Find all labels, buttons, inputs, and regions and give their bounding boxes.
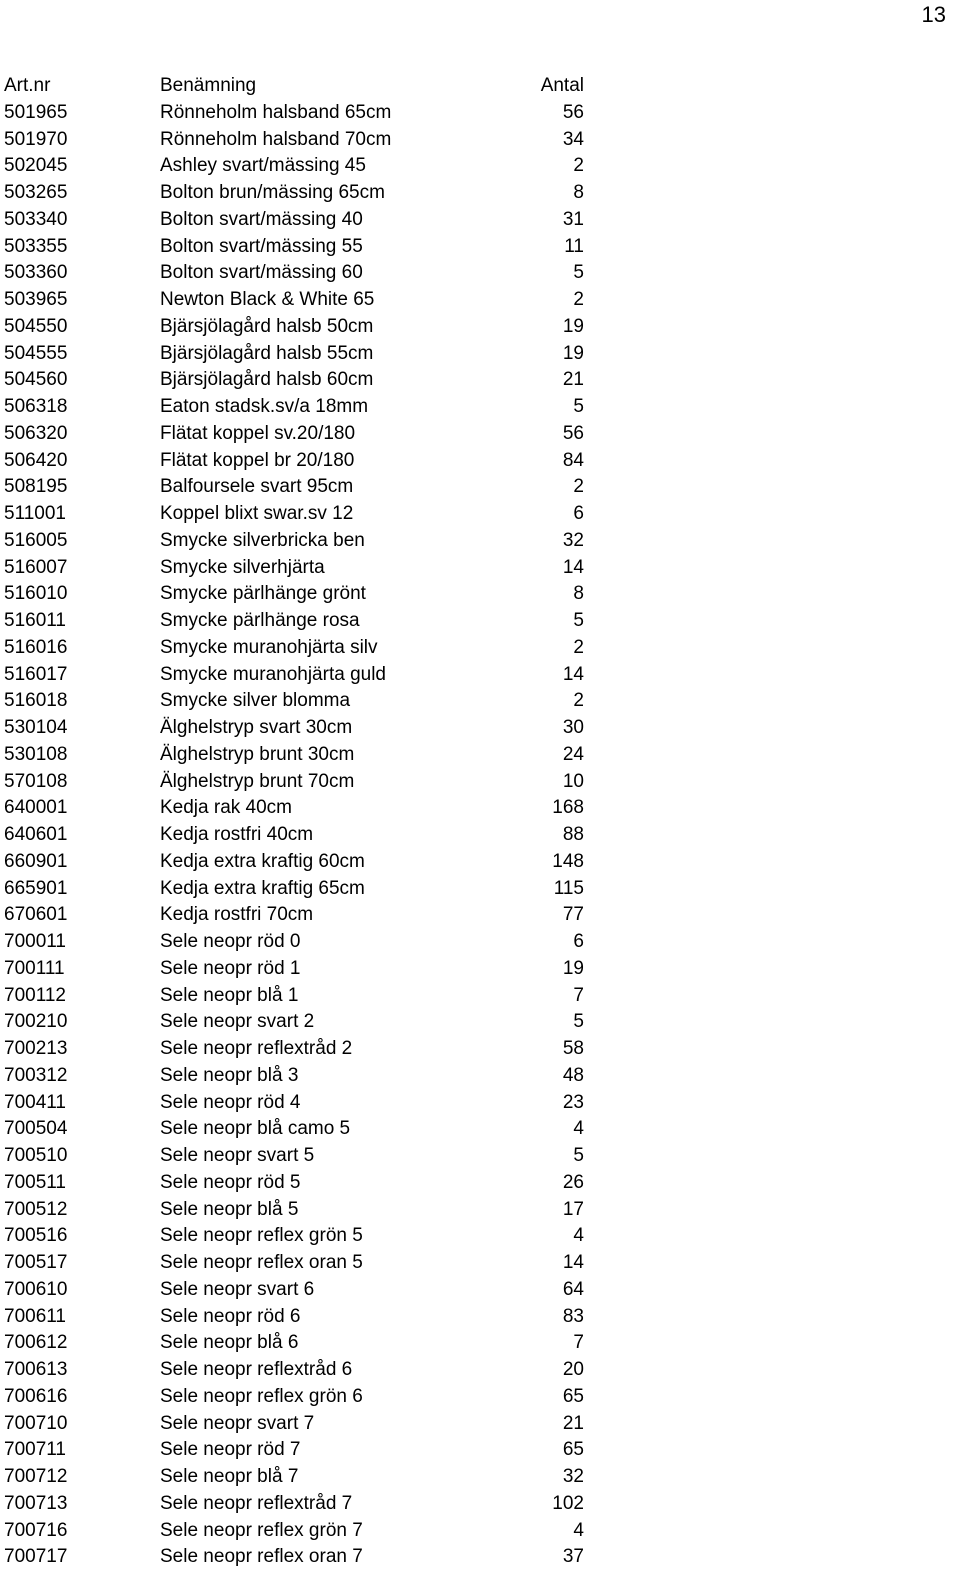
name-cell: Sele neopr reflextråd 7 bbox=[160, 1492, 353, 1514]
name-cell: Kedja extra kraftig 60cm bbox=[160, 850, 365, 872]
table-row bbox=[4, 421, 584, 448]
artnr-cell: 516011 bbox=[4, 610, 66, 631]
name-cell: Sele neopr blå 5 bbox=[160, 1198, 299, 1220]
table-row bbox=[4, 287, 584, 314]
qty-cell: 5 bbox=[573, 1011, 584, 1033]
artnr-cell: 700616 bbox=[4, 1385, 68, 1407]
artnr-cell: 670601 bbox=[4, 904, 68, 926]
name-cell: Bolton svart/mässing 55 bbox=[160, 235, 363, 257]
table-row bbox=[4, 501, 584, 528]
name-cell: Smycke muranohjärta silv bbox=[160, 636, 378, 658]
table-row bbox=[4, 1384, 584, 1411]
artnr-cell: 700517 bbox=[4, 1252, 68, 1273]
table-row bbox=[4, 688, 584, 715]
artnr-cell: 700716 bbox=[4, 1519, 68, 1541]
table-row bbox=[4, 394, 584, 421]
header-qty: Antal bbox=[540, 75, 584, 96]
artnr-cell: 700511 bbox=[4, 1171, 66, 1193]
artnr-cell: 700504 bbox=[4, 1118, 68, 1140]
artnr-cell: 700512 bbox=[4, 1198, 68, 1220]
artnr-cell: 503265 bbox=[4, 182, 68, 203]
qty-cell: 19 bbox=[562, 315, 584, 337]
table-row bbox=[4, 1518, 584, 1545]
artnr-cell: 506320 bbox=[4, 422, 68, 444]
qty-cell: 168 bbox=[552, 797, 584, 819]
qty-cell: 5 bbox=[573, 262, 584, 284]
table-row bbox=[4, 662, 584, 689]
qty-cell: 31 bbox=[562, 208, 584, 230]
header-name: Benämning bbox=[160, 75, 257, 96]
qty-cell: 26 bbox=[562, 1171, 584, 1193]
qty-cell: 24 bbox=[562, 743, 584, 765]
artnr-cell: 516007 bbox=[4, 556, 68, 578]
artnr-cell: 700710 bbox=[4, 1412, 68, 1434]
artnr-cell: 700713 bbox=[4, 1492, 68, 1514]
name-cell: Smycke silverhjärta bbox=[160, 556, 325, 578]
artnr-cell: 700510 bbox=[4, 1145, 68, 1166]
qty-cell: 5 bbox=[573, 1145, 584, 1166]
qty-cell: 34 bbox=[562, 128, 584, 150]
table-row bbox=[4, 1491, 584, 1518]
name-cell: Bolton svart/mässing 60 bbox=[160, 262, 363, 284]
table-row bbox=[4, 742, 584, 769]
table-row bbox=[4, 849, 584, 876]
table-row bbox=[4, 1357, 584, 1384]
name-cell: Sele neopr reflextråd 2 bbox=[160, 1038, 353, 1059]
name-cell: Sele neopr röd 0 bbox=[160, 931, 301, 952]
artnr-cell: 508195 bbox=[4, 476, 68, 498]
qty-cell: 4 bbox=[573, 1118, 584, 1140]
name-cell: Sele neopr reflex grön 6 bbox=[160, 1385, 363, 1407]
table-row bbox=[4, 1170, 584, 1197]
qty-cell: 65 bbox=[562, 1439, 584, 1461]
artnr-cell: 570108 bbox=[4, 770, 68, 792]
artnr-cell: 700611 bbox=[4, 1305, 66, 1327]
qty-cell: 7 bbox=[573, 1332, 584, 1354]
table-row bbox=[4, 929, 584, 956]
name-cell: Flätat koppel br 20/180 bbox=[160, 449, 355, 471]
table-row bbox=[4, 769, 584, 796]
artnr-cell: 516005 bbox=[4, 529, 68, 551]
qty-cell: 58 bbox=[562, 1038, 584, 1059]
qty-cell: 77 bbox=[562, 904, 584, 926]
artnr-cell: 503360 bbox=[4, 262, 68, 284]
name-cell: Sele neopr röd 7 bbox=[160, 1439, 301, 1461]
name-cell: Sele neopr röd 5 bbox=[160, 1171, 301, 1193]
table-row bbox=[4, 1223, 584, 1250]
qty-cell: 2 bbox=[573, 476, 584, 498]
table-row bbox=[4, 207, 584, 234]
table-row bbox=[4, 314, 584, 341]
table-row bbox=[4, 1197, 584, 1224]
table-row bbox=[4, 555, 584, 582]
name-cell: Sele neopr blå camo 5 bbox=[160, 1118, 351, 1140]
artnr-cell: 700011 bbox=[4, 931, 66, 952]
qty-cell: 21 bbox=[562, 369, 584, 391]
qty-cell: 56 bbox=[562, 422, 584, 444]
artnr-cell: 504555 bbox=[4, 342, 68, 364]
artnr-cell: 511001 bbox=[4, 503, 66, 524]
table-row bbox=[4, 1464, 584, 1491]
qty-cell: 88 bbox=[562, 824, 584, 845]
qty-cell: 2 bbox=[573, 690, 584, 712]
artnr-cell: 700612 bbox=[4, 1332, 68, 1354]
artnr-cell: 665901 bbox=[4, 877, 68, 899]
name-cell: Älghelstryp brunt 30cm bbox=[160, 743, 355, 765]
name-cell: Kedja rostfri 40cm bbox=[160, 824, 314, 845]
qty-cell: 4 bbox=[573, 1519, 584, 1541]
name-cell: Rönneholm halsband 65cm bbox=[160, 101, 392, 123]
artnr-cell: 516010 bbox=[4, 583, 68, 605]
artnr-cell: 503340 bbox=[4, 208, 68, 230]
qty-cell: 11 bbox=[564, 235, 584, 257]
inventory-table bbox=[4, 73, 584, 1571]
name-cell: Sele neopr blå 3 bbox=[160, 1064, 299, 1086]
artnr-cell: 700712 bbox=[4, 1466, 68, 1487]
name-cell: Smycke silverbricka ben bbox=[160, 529, 365, 551]
artnr-cell: 700111 bbox=[4, 957, 65, 979]
name-cell: Sele neopr svart 2 bbox=[160, 1011, 315, 1033]
name-cell: Sele neopr röd 1 bbox=[160, 957, 301, 979]
artnr-cell: 530104 bbox=[4, 717, 68, 738]
table-row bbox=[4, 1330, 584, 1357]
artnr-cell: 640001 bbox=[4, 797, 68, 819]
name-cell: Sele neopr svart 7 bbox=[160, 1412, 315, 1434]
qty-cell: 5 bbox=[573, 610, 584, 631]
qty-cell: 64 bbox=[562, 1278, 584, 1300]
name-cell: Sele neopr reflex grön 5 bbox=[160, 1225, 363, 1247]
name-cell: Kedja rostfri 70cm bbox=[160, 904, 314, 926]
name-cell: Bjärsjölagård halsb 55cm bbox=[160, 342, 374, 364]
artnr-cell: 506318 bbox=[4, 396, 68, 417]
name-cell: Ashley svart/mässing 45 bbox=[160, 155, 366, 177]
qty-cell: 8 bbox=[573, 583, 584, 605]
table-row bbox=[4, 127, 584, 154]
qty-cell: 2 bbox=[573, 155, 584, 177]
header-artnr: Art.nr bbox=[4, 75, 51, 96]
name-cell: Koppel blixt swar.sv 12 bbox=[160, 503, 354, 524]
table-row bbox=[4, 1009, 584, 1036]
table-row bbox=[4, 341, 584, 368]
qty-cell: 115 bbox=[553, 877, 584, 899]
name-cell: Sele neopr reflex oran 5 bbox=[160, 1252, 363, 1273]
qty-cell: 8 bbox=[573, 182, 584, 203]
name-cell: Kedja extra kraftig 65cm bbox=[160, 877, 365, 899]
qty-cell: 4 bbox=[573, 1225, 584, 1247]
name-cell: Smycke pärlhänge grönt bbox=[160, 583, 366, 605]
table-row bbox=[4, 1090, 584, 1117]
artnr-cell: 700210 bbox=[4, 1011, 68, 1033]
qty-cell: 148 bbox=[552, 850, 584, 872]
name-cell: Bolton brun/mässing 65cm bbox=[160, 182, 385, 203]
artnr-cell: 503355 bbox=[4, 235, 68, 257]
qty-cell: 14 bbox=[562, 663, 584, 685]
name-cell: Eaton stadsk.sv/a 18mm bbox=[160, 396, 369, 417]
table-row bbox=[4, 1036, 584, 1063]
artnr-cell: 503965 bbox=[4, 289, 68, 310]
table-row bbox=[4, 608, 584, 635]
table-row bbox=[4, 1116, 584, 1143]
artnr-cell: 700516 bbox=[4, 1225, 68, 1247]
qty-cell: 6 bbox=[573, 931, 584, 952]
table-row bbox=[4, 876, 584, 903]
table-row bbox=[4, 474, 584, 501]
name-cell: Smycke pärlhänge rosa bbox=[160, 610, 360, 631]
table-row bbox=[4, 956, 584, 983]
qty-cell: 5 bbox=[573, 396, 584, 417]
name-cell: Rönneholm halsband 70cm bbox=[160, 128, 392, 150]
qty-cell: 30 bbox=[562, 717, 584, 738]
table-row bbox=[4, 528, 584, 555]
table-row bbox=[4, 448, 584, 475]
artnr-cell: 700213 bbox=[4, 1038, 68, 1059]
qty-cell: 102 bbox=[552, 1492, 584, 1514]
qty-cell: 23 bbox=[562, 1091, 584, 1113]
name-cell: Sele neopr röd 6 bbox=[160, 1305, 301, 1327]
name-cell: Sele neopr reflextråd 6 bbox=[160, 1359, 353, 1380]
table-row bbox=[4, 1250, 584, 1277]
name-cell: Sele neopr röd 4 bbox=[160, 1091, 301, 1113]
qty-cell: 83 bbox=[562, 1305, 584, 1327]
qty-cell: 56 bbox=[562, 101, 584, 123]
table-body bbox=[4, 100, 584, 1571]
artnr-cell: 516018 bbox=[4, 690, 68, 712]
artnr-cell: 530108 bbox=[4, 743, 68, 765]
artnr-cell: 504550 bbox=[4, 315, 68, 337]
table-row bbox=[4, 1304, 584, 1331]
qty-cell: 14 bbox=[562, 556, 584, 578]
table-row bbox=[4, 1544, 584, 1571]
table-row bbox=[4, 1143, 584, 1170]
table-row bbox=[4, 1277, 584, 1304]
table-row bbox=[4, 635, 584, 662]
name-cell: Smycke silver blomma bbox=[160, 690, 351, 712]
table-row bbox=[4, 100, 584, 127]
table-row bbox=[4, 581, 584, 608]
name-cell: Sele neopr svart 5 bbox=[160, 1145, 315, 1166]
table-row bbox=[4, 1437, 584, 1464]
qty-cell: 10 bbox=[562, 770, 584, 792]
table-row bbox=[4, 822, 584, 849]
table-row bbox=[4, 180, 584, 207]
table-row bbox=[4, 260, 584, 287]
qty-cell: 6 bbox=[573, 503, 584, 524]
name-cell: Kedja rak 40cm bbox=[160, 797, 293, 819]
qty-cell: 37 bbox=[562, 1546, 584, 1568]
qty-cell: 2 bbox=[573, 636, 584, 658]
name-cell: Smycke muranohjärta guld bbox=[160, 663, 386, 685]
artnr-cell: 700717 bbox=[4, 1546, 68, 1568]
qty-cell: 17 bbox=[562, 1198, 584, 1220]
artnr-cell: 640601 bbox=[4, 824, 68, 845]
name-cell: Bjärsjölagård halsb 60cm bbox=[160, 369, 374, 391]
name-cell: Bolton svart/mässing 40 bbox=[160, 208, 363, 230]
artnr-cell: 700312 bbox=[4, 1064, 68, 1086]
artnr-cell: 700112 bbox=[4, 984, 66, 1006]
name-cell: Bjärsjölagård halsb 50cm bbox=[160, 315, 374, 337]
qty-cell: 14 bbox=[562, 1252, 584, 1273]
artnr-cell: 700411 bbox=[4, 1091, 66, 1113]
artnr-cell: 504560 bbox=[4, 369, 68, 391]
artnr-cell: 700711 bbox=[4, 1439, 66, 1461]
qty-cell: 7 bbox=[573, 984, 584, 1006]
artnr-cell: 516016 bbox=[4, 636, 68, 658]
table-row bbox=[4, 367, 584, 394]
artnr-cell: 501965 bbox=[4, 101, 68, 123]
qty-cell: 32 bbox=[562, 529, 584, 551]
name-cell: Sele neopr reflex oran 7 bbox=[160, 1546, 363, 1568]
table-row bbox=[4, 234, 584, 261]
table-row bbox=[4, 1063, 584, 1090]
name-cell: Flätat koppel sv.20/180 bbox=[160, 422, 356, 444]
name-cell: Sele neopr blå 7 bbox=[160, 1466, 299, 1487]
artnr-cell: 516017 bbox=[4, 663, 68, 685]
artnr-cell: 501970 bbox=[4, 128, 68, 150]
artnr-cell: 700613 bbox=[4, 1359, 68, 1380]
name-cell: Sele neopr blå 6 bbox=[160, 1332, 299, 1354]
artnr-cell: 502045 bbox=[4, 155, 68, 177]
name-cell: Balfoursele svart 95cm bbox=[160, 476, 354, 498]
qty-cell: 21 bbox=[562, 1412, 584, 1434]
table-row bbox=[4, 715, 584, 742]
qty-cell: 84 bbox=[562, 449, 584, 471]
qty-cell: 48 bbox=[562, 1064, 584, 1086]
name-cell: Newton Black & White 65 bbox=[160, 289, 375, 310]
name-cell: Älghelstryp brunt 70cm bbox=[160, 770, 355, 792]
name-cell: Sele neopr blå 1 bbox=[160, 984, 299, 1006]
name-cell: Sele neopr reflex grön 7 bbox=[160, 1519, 363, 1541]
table-row bbox=[4, 795, 584, 822]
artnr-cell: 506420 bbox=[4, 449, 68, 471]
name-cell: Sele neopr svart 6 bbox=[160, 1278, 315, 1300]
table-row bbox=[4, 153, 584, 180]
qty-cell: 2 bbox=[573, 289, 584, 310]
qty-cell: 32 bbox=[562, 1466, 584, 1487]
artnr-cell: 660901 bbox=[4, 850, 68, 872]
table-row bbox=[4, 902, 584, 929]
qty-cell: 19 bbox=[562, 342, 584, 364]
name-cell: Älghelstryp svart 30cm bbox=[160, 717, 353, 738]
qty-cell: 19 bbox=[562, 957, 584, 979]
page-number: 13 bbox=[921, 2, 946, 27]
table-header-row bbox=[4, 73, 584, 100]
artnr-cell: 700610 bbox=[4, 1278, 68, 1300]
qty-cell: 65 bbox=[562, 1385, 584, 1407]
table-row bbox=[4, 983, 584, 1010]
table-row bbox=[4, 1411, 584, 1438]
qty-cell: 20 bbox=[562, 1359, 584, 1380]
